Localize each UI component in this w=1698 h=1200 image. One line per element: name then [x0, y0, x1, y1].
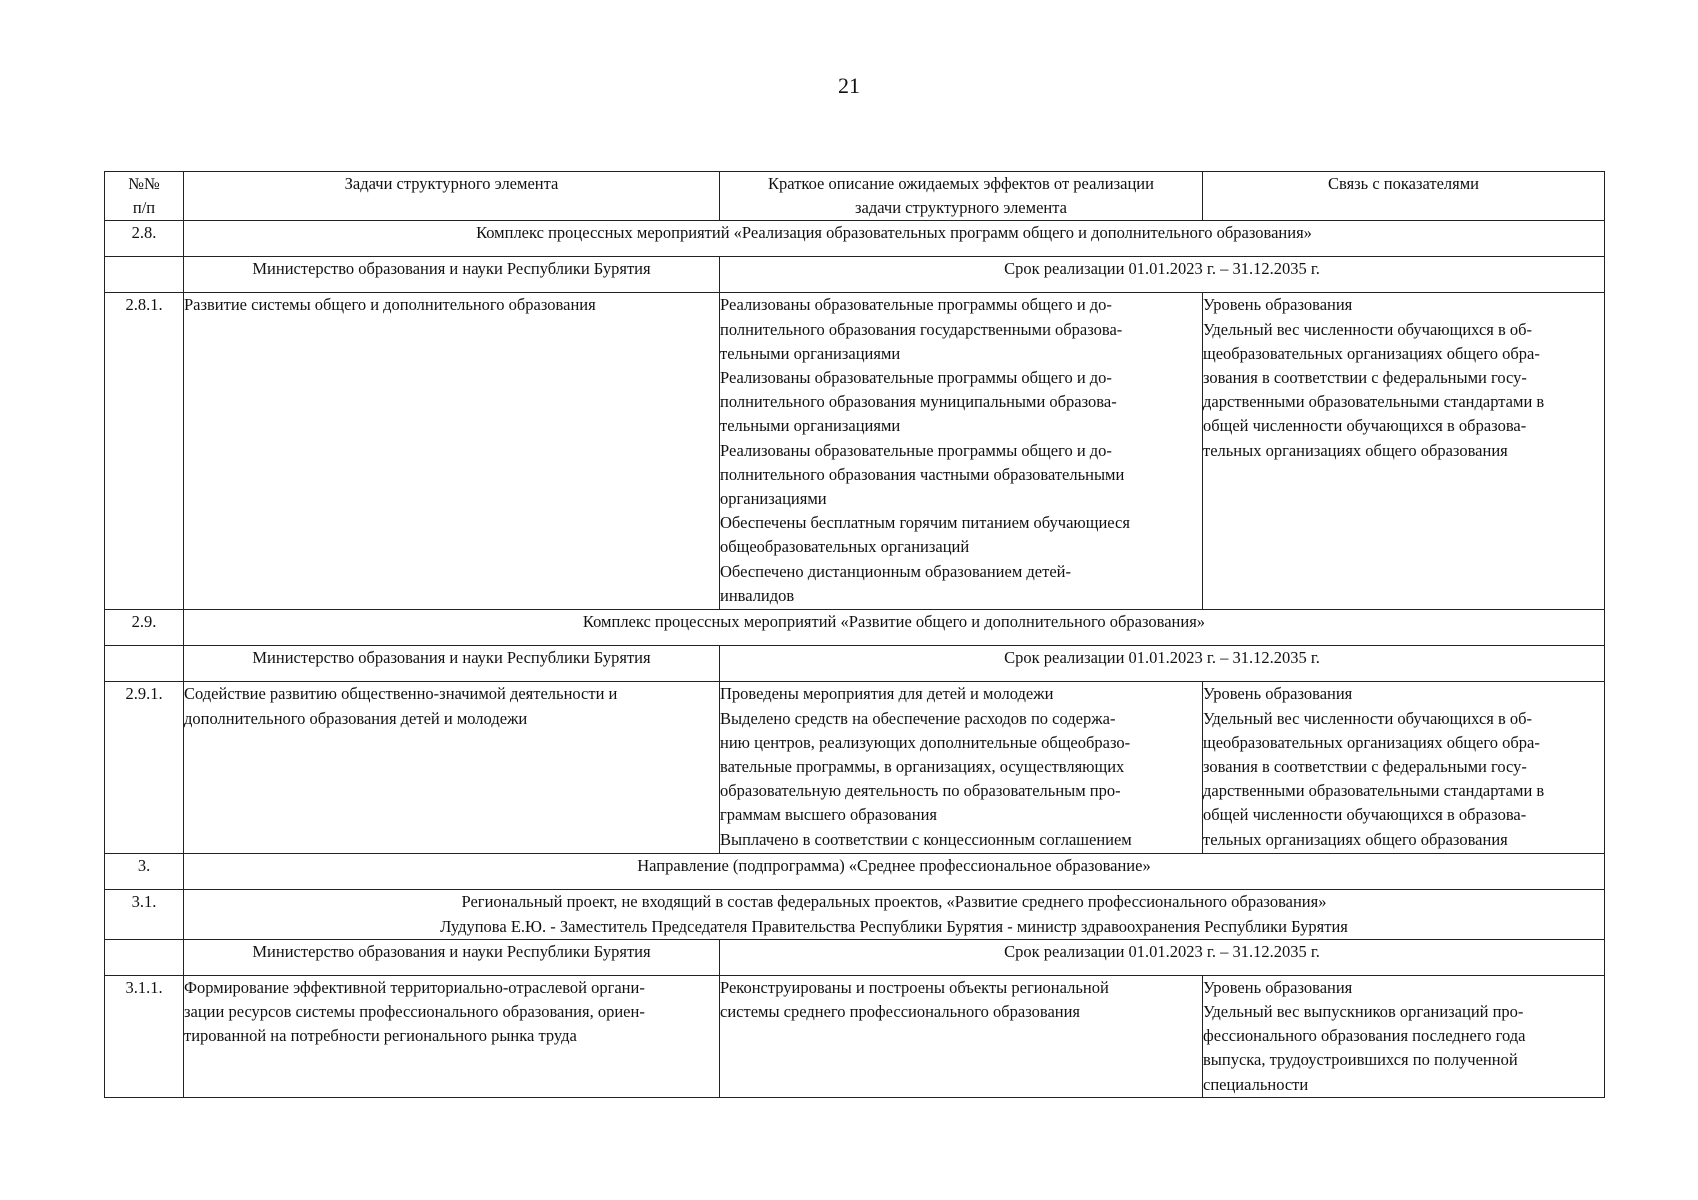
implementation-term: Срок реализации 01.01.2023 г. – 31.12.2035 г. — [720, 939, 1605, 975]
text-line: полнительного образования государственными образова- — [720, 319, 1123, 339]
text-line: Выплачено в соответствии с концессионным соглашением — [720, 829, 1132, 849]
text-line: Формирование эффективной территориально-отраслевой органи- — [184, 977, 645, 997]
text-line: Обеспечено дистанционным образованием детей- — [720, 561, 1071, 581]
task-cell — [184, 293, 720, 610]
text-line: полнительного образования муниципальными образова- — [720, 392, 1117, 412]
task-row — [105, 682, 1605, 854]
text-line: дополнительного образования детей и молодежи — [184, 708, 528, 728]
text-line: Развитие системы общего и дополнительного образования — [184, 295, 596, 315]
section-title: Комплекс процессных мероприятий «Реализация образовательных программ общего и дополнительного образования» — [184, 221, 1605, 257]
text-line: Уровень образования — [1203, 684, 1353, 704]
direction-title: Направление (подпрограмма) «Среднее профессиональное образование» — [184, 854, 1605, 890]
indicators-cell — [1203, 975, 1605, 1097]
row-number: 2.8.1. — [105, 293, 184, 610]
text-line: Реализованы образовательные программы общего и до- — [720, 440, 1112, 460]
row-number: 2.9.1. — [105, 682, 184, 854]
text-line: зования в соответствии с федеральными госу- — [1203, 757, 1527, 777]
responsible-row — [105, 939, 1605, 975]
text-line: тельных организациях общего образования — [1203, 829, 1508, 849]
measures-table — [104, 171, 1605, 1098]
effects-cell — [720, 682, 1203, 854]
responsible-ministry: Министерство образования и науки Республики Бурятия — [184, 646, 720, 682]
task-row — [105, 975, 1605, 1097]
responsible-ministry: Министерство образования и науки Республики Бурятия — [184, 257, 720, 293]
text-line: системы среднего профессионального образования — [720, 1002, 1081, 1022]
text-line: Уровень образования — [1203, 977, 1353, 997]
text-line: Проведены мероприятия для детей и молодежи — [720, 684, 1054, 704]
row-number: 3.1. — [105, 890, 184, 939]
text-line: щеобразовательных организациях общего обра- — [1203, 343, 1540, 363]
responsible-row — [105, 257, 1605, 293]
text-line: Удельный вес численности обучающихся в об- — [1203, 319, 1533, 339]
text-line: выпуска, трудоустроившихся по полученной — [1203, 1050, 1518, 1070]
text-line: Обеспечены бесплатным горячим питанием обучающиеся — [720, 513, 1130, 533]
text-line: Удельный вес выпускников организаций про- — [1203, 1002, 1524, 1022]
text-line: общей численности обучающихся в образова- — [1203, 416, 1527, 436]
text-line: образовательную деятельность по образовательным про- — [720, 781, 1121, 801]
row-number: 3. — [105, 854, 184, 890]
header-number-line: №№ — [128, 174, 160, 193]
text-line: тельными организациями — [720, 343, 901, 363]
task-cell — [184, 682, 720, 854]
text-line: полнительного образования частными образовательными — [720, 464, 1125, 484]
header-number — [105, 172, 184, 221]
header-effects — [720, 172, 1203, 221]
text-line: граммам высшего образования — [720, 805, 937, 825]
text-line: Выделено средств на обеспечение расходов по содержа- — [720, 708, 1116, 728]
section-title: Комплекс процессных мероприятий «Развитие общего и дополнительного образования» — [184, 610, 1605, 646]
implementation-term: Срок реализации 01.01.2023 г. – 31.12.2035 г. — [720, 646, 1605, 682]
effects-cell — [720, 975, 1203, 1097]
row-number: 2.9. — [105, 610, 184, 646]
responsible-row — [105, 646, 1605, 682]
header-effects-line: задачи структурного элемента — [855, 198, 1067, 218]
page-number: 21 — [838, 73, 860, 98]
text-line: нию центров, реализующих дополнительные общеобразо- — [720, 732, 1131, 752]
text-line: специальности — [1203, 1074, 1309, 1094]
header-number-line: п/п — [132, 198, 156, 218]
project-name: Региональный проект, не входящий в состав федеральных проектов, «Развитие среднего профессионального образования» — [461, 892, 1327, 912]
row-number: 3.1.1. — [105, 975, 184, 1097]
indicators-cell — [1203, 682, 1605, 854]
task-row — [105, 293, 1605, 610]
text-line: дарственными образовательными стандартами в — [1203, 392, 1545, 412]
header-link: Связь с показателями — [1203, 172, 1605, 221]
text-line: Уровень образования — [1203, 295, 1353, 315]
text-line: тельными организациями — [720, 416, 901, 436]
header-tasks: Задачи структурного элемента — [184, 172, 720, 221]
text-line: Реализованы образовательные программы общего и до- — [720, 368, 1112, 388]
text-line: общеобразовательных организаций — [720, 537, 970, 557]
text-line: тированной на потребности регионального рынка труда — [184, 1026, 577, 1046]
effects-cell — [720, 293, 1203, 610]
text-line: Содействие развитию общественно-значимой деятельности и — [184, 684, 618, 704]
text-line: Удельный вес численности обучающихся в об- — [1203, 708, 1533, 728]
task-cell — [184, 975, 720, 1097]
text-line: Реконструированы и построены объекты региональной — [720, 977, 1109, 997]
text-line: организациями — [720, 489, 827, 509]
text-line: зации ресурсов системы профессионального образования, ориен- — [184, 1002, 645, 1022]
text-line: зования в соответствии с федеральными госу- — [1203, 368, 1527, 388]
row-number-empty — [105, 939, 184, 975]
text-line: фессионального образования последнего года — [1203, 1026, 1526, 1046]
project-curator: Лудупова Е.Ю. - Заместитель Председателя Правительства Республики Бурятия - министр здравоохранения Республики Бурятия — [440, 916, 1348, 936]
header-effects-line: Краткое описание ожидаемых эффектов от реализации — [768, 174, 1154, 193]
text-line: общей численности обучающихся в образова- — [1203, 805, 1527, 825]
project-title — [184, 890, 1605, 939]
row-number-empty — [105, 646, 184, 682]
text-line: тельных организациях общего образования — [1203, 440, 1508, 460]
indicators-cell — [1203, 293, 1605, 610]
section-row — [105, 221, 1605, 257]
project-row — [105, 890, 1605, 939]
text-line: Реализованы образовательные программы общего и до- — [720, 295, 1112, 315]
responsible-ministry: Министерство образования и науки Республики Бурятия — [184, 939, 720, 975]
text-line: щеобразовательных организациях общего обра- — [1203, 732, 1540, 752]
row-number: 2.8. — [105, 221, 184, 257]
text-line: дарственными образовательными стандартами в — [1203, 781, 1545, 801]
section-row — [105, 610, 1605, 646]
direction-row — [105, 854, 1605, 890]
text-line: вательные программы, в организациях, осуществляющих — [720, 757, 1125, 777]
row-number-empty — [105, 257, 184, 293]
implementation-term: Срок реализации 01.01.2023 г. – 31.12.2035 г. — [720, 257, 1605, 293]
table-header-row — [105, 172, 1605, 221]
text-line: инвалидов — [720, 585, 795, 605]
